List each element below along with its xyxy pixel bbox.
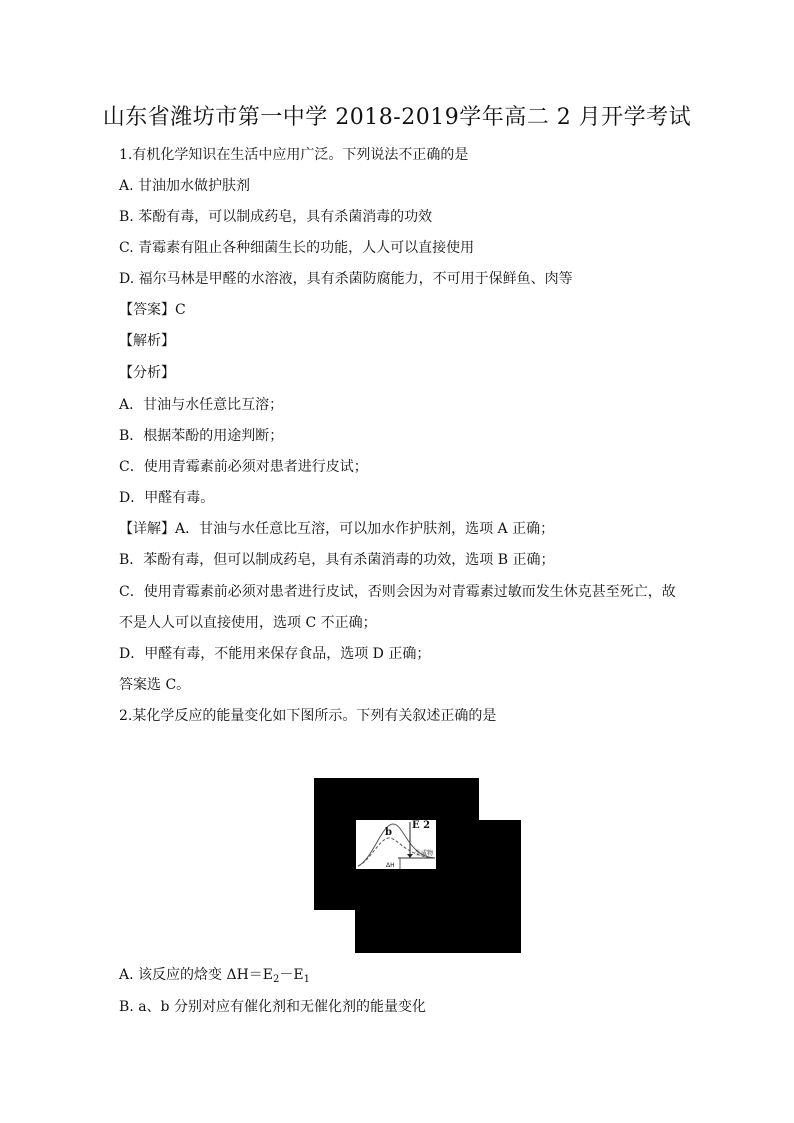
- energy-diagram-figure: [314, 778, 521, 953]
- answer-line: 【答案】C: [119, 302, 186, 318]
- detail-line-2: B．苯酚有毒，但可以制成药皂，具有杀菌消毒的功效，选项 B 正确；: [119, 552, 555, 568]
- figure-mask-bottom: [355, 910, 479, 953]
- question-1-option-d: D. 福尔马林是甲醛的水溶液，具有杀菌防腐能力，不可用于保鲜鱼、肉等: [119, 271, 573, 287]
- figure-mask-mid-right: [436, 820, 479, 869]
- question-1-option-b: B. 苯酚有毒，可以制成药皂，具有杀菌消毒的功效: [119, 209, 433, 225]
- option-a-prefix: A. 该反应的焓变 ΔH＝E: [119, 967, 273, 983]
- jiexi-heading: 【解析】: [119, 333, 175, 349]
- figure-mask-right: [479, 820, 521, 953]
- detail-line-3: C．使用青霉素前必须对患者进行皮试，否则会因为对青霉素过敏而发生休克甚至死亡，故: [119, 584, 676, 600]
- label-delta-h: ΔH: [386, 862, 395, 869]
- page-title: 山东省潍坊市第一中学 2018-2019学年高二 2 月开学考试: [102, 105, 692, 130]
- question-2-option-b: B. a、b 分别对应有催化剂和无催化剂的能量变化: [119, 999, 426, 1015]
- figure-mask-left: [314, 820, 356, 869]
- option-a-subscript-1: 1: [303, 974, 310, 985]
- question-2-stem: 2.某化学反应的能量变化如下图所示。下列有关叙述正确的是: [119, 708, 497, 724]
- detail-line-1: 【详解】A．甘油与水任意比互溶，可以加水作护肤剂，选项 A 正确；: [119, 521, 555, 537]
- option-a-subscript-2: 2: [273, 974, 280, 985]
- question-1-option-c: C. 青霉素有阻止各种细菌生长的功能，人人可以直接使用: [119, 240, 475, 256]
- conclusion-line: 答案选 C。: [119, 677, 191, 693]
- detail-line-5: D．甲醛有毒，不能用来保存食品，选项 D 正确；: [119, 646, 431, 662]
- label-product: 生成物: [415, 850, 434, 857]
- analysis-line-c: C．使用青霉素前必须对患者进行皮试；: [119, 459, 368, 475]
- analysis-line-a: A．甘油与水任意比互溶；: [119, 397, 284, 413]
- figure-mask-mid: [314, 869, 479, 910]
- question-1-option-a: A. 甘油加水做护肤剂: [119, 178, 251, 194]
- label-b: b: [385, 827, 392, 838]
- analysis-line-d: D．甲醛有毒。: [119, 490, 215, 506]
- fenxi-heading: 【分析】: [119, 365, 175, 381]
- label-e2: E 2: [412, 820, 431, 831]
- analysis-line-b: B．根据苯酚的用途判断；: [119, 428, 284, 444]
- question-1-stem: 1.有机化学知识在生活中应用广泛。下列说法不正确的是: [119, 147, 469, 163]
- option-a-middle: －E: [279, 967, 304, 983]
- question-2-option-a: [119, 966, 310, 989]
- detail-line-4: 不是人人可以直接使用，选项 C 不正确；: [119, 615, 377, 631]
- figure-mask-top: [314, 778, 479, 820]
